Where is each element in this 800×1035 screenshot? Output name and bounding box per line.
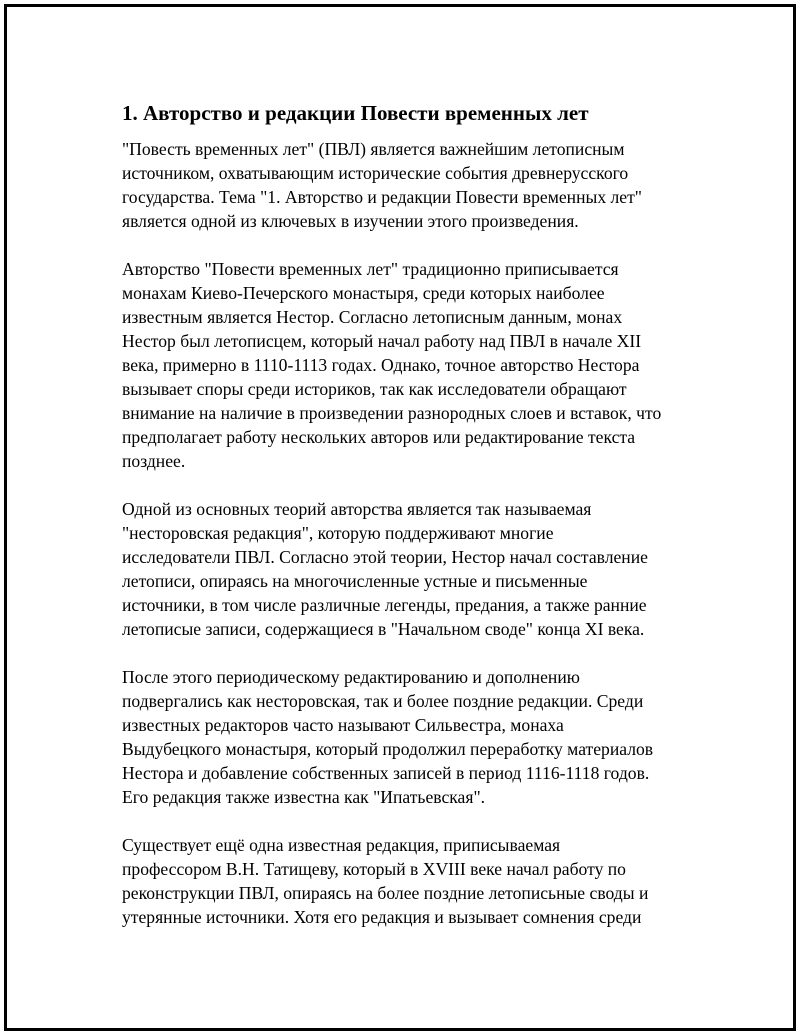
text-line: "Повесть временных лет" (ПВЛ) является важнейшим летописным <box>122 139 625 159</box>
text-line: источники, в том числе различные легенды, предания, а также ранние <box>122 595 647 615</box>
text-line: является одной из ключевых в изучении этого произведения. <box>122 211 579 231</box>
text-line: государства. Тема "1. Авторство и редакции Повести временных лет" <box>122 187 642 207</box>
paragraph-3 <box>122 497 712 641</box>
text-line: источником, охватывающим исторические события древнерусского <box>122 163 629 183</box>
text-line: Нестора и добавление собственных записей в период 1116-1118 годов. <box>122 763 650 783</box>
text-line: подвергались как несторовская, так и более поздние редакции. Среди <box>122 691 644 711</box>
paragraph-4 <box>122 665 712 809</box>
text-line: Нестор был летописцем, который начал работу над ПВЛ в начале XII <box>122 331 642 351</box>
text-line: Авторство "Повести временных лет" традиционно приписывается <box>122 259 619 279</box>
paragraph-1 <box>122 137 712 233</box>
text-line: Его редакция также известна как "Ипатьевская". <box>122 787 486 807</box>
text-line: известных редакторов часто называют Сильвестра, монаха <box>122 715 564 735</box>
text-line: летописые записи, содержащиеся в "Начальном своде" конца XI века. <box>122 619 645 639</box>
text-line: исследователи ПВЛ. Согласно этой теории, Нестор начал составление <box>122 547 648 567</box>
text-line: После этого периодическому редактированию и дополнению <box>122 667 580 687</box>
text-line: профессором В.Н. Татищеву, который в XVIII веке начал работу по <box>122 859 626 879</box>
text-line: Существует ещё одна известная редакция, приписываемая <box>122 835 561 855</box>
text-line: реконструкции ПВЛ, опираясь на более поздние летописьные своды и <box>122 883 649 903</box>
text-line: Выдубецкого монастыря, который продолжил переработку материалов <box>122 739 654 759</box>
text-line: "несторовская редакция", которую поддерживают многие <box>122 523 554 543</box>
text-line: известным является Нестор. Согласно летописным данным, монах <box>122 307 623 327</box>
page-frame <box>4 4 796 1031</box>
text-line: предполагает работу нескольких авторов или редактирование текста <box>122 427 636 447</box>
paragraph-2 <box>122 257 712 473</box>
text-line: утерянные источники. Хотя его редакция и вызывает сомнения среди <box>122 907 642 927</box>
text-line: позднее. <box>122 451 186 471</box>
text-line: летописи, опираясь на многочисленные устные и письменные <box>122 571 588 591</box>
text-line: вызывает споры среди историков, так как исследователи обращают <box>122 379 627 399</box>
text-line: внимание на наличие в произведении разнородных слоев и вставок, что <box>122 403 662 423</box>
text-line: века, примерно в 1110-1113 годах. Однако, точное авторство Нестора <box>122 355 640 375</box>
text-line: монахам Киево-Печерского монастыря, среди которых наиболее <box>122 283 605 303</box>
text-line: Одной из основных теорий авторства является так называемая <box>122 499 592 519</box>
paragraph-5 <box>122 833 712 929</box>
document-title: 1. Авторство и редакции Повести временных лет <box>122 101 589 125</box>
page-content <box>122 100 712 953</box>
